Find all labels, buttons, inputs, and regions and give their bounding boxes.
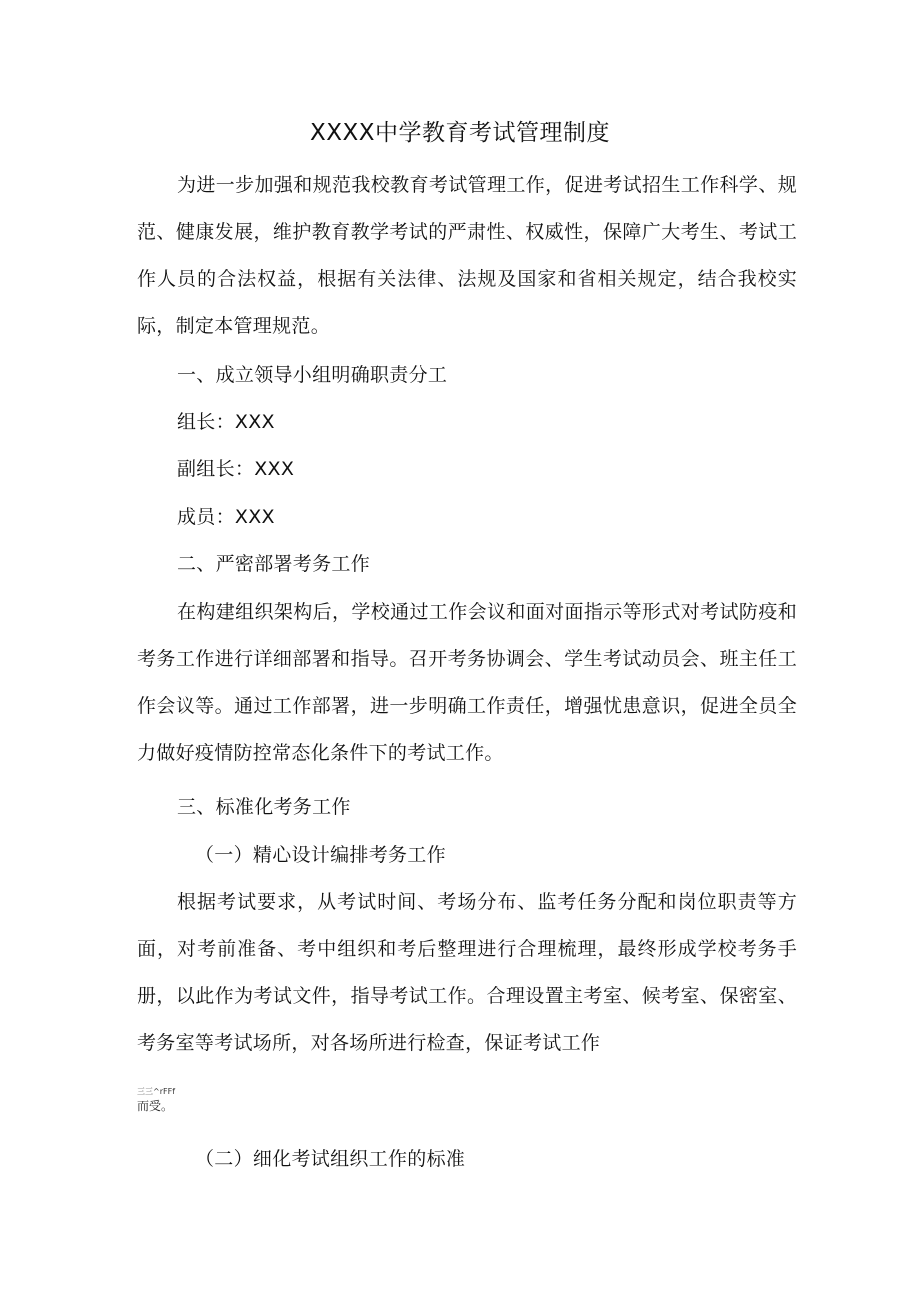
section-2-text: 在构建组织架构后，学校通过工作会议和面对面指示等形式对考试防疫和考务工作进行详细部署和指导。召开考务协调会、学生考试动员会、班主任工作会议等。通过工作部署，进一步明确工作责任，增强忧患意识，促进全员全力做好疫情防控常态化条件下的考试工作。 bbox=[137, 601, 797, 764]
intro-text: 为进一步加强和规范我校教育考试管理工作，促进考试招生工作科学、规范、健康发展，维护教育教学考试的严肃性、权威性，保障广大考生、考试工作人员的合法权益，根据有关法律、法规及国家和省相关规定，结合我校实际，制定本管理规范。 bbox=[137, 174, 797, 337]
scan-noise-text: 三三^rFFf bbox=[137, 1087, 176, 1096]
section-3-heading bbox=[137, 784, 797, 831]
leader-text: 组长：XXX bbox=[177, 411, 275, 433]
leader-line bbox=[137, 399, 797, 446]
subsection-1-heading bbox=[137, 832, 797, 879]
subsection-2-heading bbox=[137, 1136, 797, 1183]
subsection-1-text: 根据考试要求，从考试时间、考场分布、监考任务分配和岗位职责等方面，对考前准备、考中组织和考后整理进行合理梳理，最终形成学校考务手册，以此作为考试文件，指导考试工作。合理设置主考室、候考室、保密室、考务室等考试场所，对各场所进行检查，保证考试工作 bbox=[137, 891, 797, 1054]
document-title: XXXX中学教育考试管理制度 bbox=[309, 120, 611, 146]
subsection-1-paragraph bbox=[137, 879, 797, 1067]
section-1-heading bbox=[137, 352, 797, 399]
section-2-heading-text: 二、严密部署考务工作 bbox=[177, 553, 371, 575]
section-3-heading-text: 三、标准化考务工作 bbox=[177, 796, 351, 818]
subsection-2-heading-text: （二）细化考试组织工作的标准 bbox=[195, 1148, 466, 1170]
section-2-paragraph bbox=[137, 589, 797, 777]
subsection-1-heading-text: （一）精心设计编排考务工作 bbox=[195, 844, 446, 866]
intro-paragraph bbox=[137, 162, 797, 350]
vice-leader-line bbox=[137, 446, 797, 493]
vice-leader-text: 副组长：XXX bbox=[177, 458, 295, 480]
members-line bbox=[137, 494, 797, 541]
text-fragment: 而受。 bbox=[137, 1099, 174, 1113]
section-2-heading bbox=[137, 541, 797, 588]
members-text: 成员：XXX bbox=[177, 506, 275, 528]
section-1-heading-text: 一、成立领导小组明确职责分工 bbox=[177, 364, 448, 386]
